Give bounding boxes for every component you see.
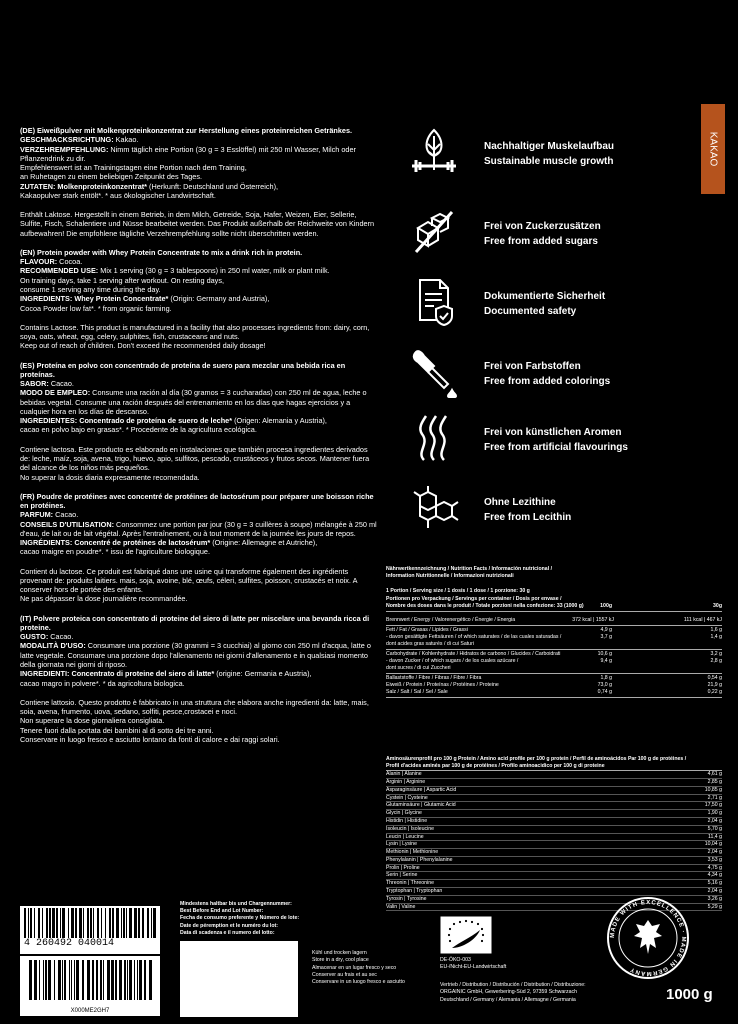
section-de xyxy=(20,126,378,238)
section-it xyxy=(20,614,378,744)
dropper-icon xyxy=(408,346,460,398)
en-allergen2: Keep out of reach of children. Don't exceed the recommended daily dosage! xyxy=(20,341,266,351)
feature-muscle-de: Nachhaltiger Muskelaufbau xyxy=(484,141,615,152)
amino-value: 2,04 g xyxy=(707,888,722,895)
fnsku-text: X000ME2GH7 xyxy=(70,1008,110,1014)
de-ing-line2: Kakaopulver stark entölt*. * aus ökologischer Landwirtschaft. xyxy=(20,190,216,200)
feature-colorings-en: Free from added colorings xyxy=(484,375,611,387)
best-before-line: Best Before End and Lot Number: xyxy=(180,908,264,915)
amino-label: Isoleucin | Isoleucine xyxy=(386,825,435,832)
fr-flavour-label: PARFUM: xyxy=(20,510,54,520)
it-heading: (IT) Polvere proteica con concentrato di proteine del siero di latte per miscelare una bevanda ricca di proteine. xyxy=(20,613,370,632)
storage-line: Store in a dry, cool place xyxy=(312,957,369,964)
en-use-label: RECOMMENDED USE: xyxy=(20,266,99,276)
feature-safety-en: Documented safety xyxy=(484,305,577,317)
feature-aromas-en: Free from artificial flavourings xyxy=(484,441,628,453)
section-es xyxy=(20,361,378,482)
it-use-label: MODALITÀ D'USO: xyxy=(20,641,86,651)
fr-allergen2: Ne pas dépasser la dose journalière recommandée. xyxy=(20,594,188,604)
row-v1: 3,7 g xyxy=(600,633,612,640)
amino-row xyxy=(386,880,722,888)
aroma-waves-icon xyxy=(408,412,460,464)
storage-instructions xyxy=(312,950,432,986)
col-100g: 100g xyxy=(600,602,612,609)
made-in-germany-seal-icon xyxy=(606,896,690,980)
row-v2: 3,2 g xyxy=(710,650,722,657)
eco-control-text xyxy=(440,957,506,971)
feature-lecithin-de: Ohne Lezithine xyxy=(484,497,556,508)
feature-safety xyxy=(400,276,700,336)
es-flavour-label: SABOR: xyxy=(20,379,49,389)
amino-row xyxy=(386,771,722,779)
amino-label: Phenylalanin | Phenylalanine xyxy=(386,856,453,863)
col-30g: 30g xyxy=(713,602,722,609)
amino-row xyxy=(386,779,722,787)
feature-colorings-de: Frei von Farbstoffen xyxy=(484,361,581,372)
row-v2: 1,4 g xyxy=(710,633,722,640)
amino-value: 3,53 g xyxy=(707,856,722,863)
amino-value: 5,16 g xyxy=(707,880,722,887)
amino-label: Glutaminsäure | Glutamic Acid xyxy=(386,802,456,809)
row-v1: 73,0 g xyxy=(597,681,612,688)
distributor-line: Vertrieb / Distribution / Distribución / Distribution / Distribuzione: xyxy=(440,982,586,988)
table-row xyxy=(386,682,722,689)
amino-label: Tryptophan | Tryptophan xyxy=(386,888,443,895)
it-allergen2: Non superare la dose giornaliera consigliata. xyxy=(20,716,165,726)
row-label: - davon gesättigte Fettsäuren / of which saturates / de las cuales saturadas / xyxy=(386,633,562,640)
feature-aromas-de: Frei von künstlichen Aromen xyxy=(484,427,622,438)
amino-row xyxy=(386,849,722,857)
amino-value: 17,50 g xyxy=(704,802,722,809)
amino-row xyxy=(386,888,722,896)
amino-value: 5,70 g xyxy=(707,825,722,832)
de-ing-value: (Herkunft: Deutschland und Österreich), xyxy=(147,181,279,191)
amino-label: Leucin | Leucine xyxy=(386,833,424,840)
barcode-number-text: 4 260492 040014 xyxy=(24,938,115,949)
fr-flavour-value: Cacao. xyxy=(53,510,79,520)
storage-line: Conservare in un luogo fresco e asciutto xyxy=(312,979,405,986)
flavour-tab xyxy=(701,104,725,194)
row-label: - davon Zucker / of which sugars / de los cuales azúcare / xyxy=(386,657,519,664)
amino-value: 11,4 g xyxy=(707,833,722,840)
amino-label: Lysin | Lysine xyxy=(386,841,417,848)
nutrition-title-1: Nährwertkennzeichnung / Nutrition Facts / Información nutricional / xyxy=(386,566,553,572)
it-allergen: Contiene lattosio. Questo prodotto è fabbricato in una struttura che elabora anche ingredienti da: latte, mais, soia, avena, frumento, uova, sedano, solfiti, pesce,crostacei e noci. xyxy=(20,697,369,717)
table-row xyxy=(386,665,722,672)
row-label: Ballaststoffe / Fibre / Fibras / Fibre / Fibra xyxy=(386,674,482,681)
en-flavour-value: Cocoa. xyxy=(57,257,83,267)
table-row xyxy=(386,617,722,624)
servings-per-container-1: Portionen pro Verpackung / Servings per container / Dosis por envase / xyxy=(386,595,562,602)
eco-origin: EU-/Nicht-EU-Landwirtschaft xyxy=(440,964,507,971)
amino-value: 2,85 g xyxy=(707,778,722,785)
distributor-line: Deutschland / Germany / Alemania / Allemagne / Germania xyxy=(440,996,576,1003)
amino-label: Prolin | Proline xyxy=(386,864,420,871)
it-flavour-label: GUSTO: xyxy=(20,632,49,642)
amino-label: Arginin | Arginine xyxy=(386,778,426,785)
best-before-block xyxy=(180,901,380,937)
amino-label: Glycin | Glycine xyxy=(386,810,422,817)
en-use-line2: On training days, take 1 serving after workout. On resting days, xyxy=(20,275,225,285)
amino-label: Histidin | Histidine xyxy=(386,817,428,824)
serving-size: 1 Portion / Serving size / 1 dosis / 1 dose / 1 porzione: 30 g xyxy=(386,588,530,595)
amino-row xyxy=(386,802,722,810)
servings-per-container-2: Nombre des doses dans le produit / Totale porzioni nella confezione: 33 (1000 g) xyxy=(386,602,584,609)
es-allergen2: No superar la dosis diaria expresamente recomendada. xyxy=(20,472,200,482)
table-row xyxy=(386,627,722,634)
amino-title-1: Aminosäurenprofil pro 100 g Protein / Amino acid profile per 100 g protein / Perfil de aminoácidos Par 100 g de protéines / xyxy=(386,756,687,762)
fr-heading: (FR) Poudre de protéines avec concentré de protéines de lactosérum pour préparer une boisson riche en protéines. xyxy=(20,491,374,511)
row-v1: 10,6 g xyxy=(597,650,612,657)
de-allergen: Enthält Laktose. Hergestellt in einem Betrieb, in dem Milch, Getreide, Soja, Hafer, Weizen, Eier, Sellerie, Sulfite, Fisch, Schalentiere und Nüsse bearbeitet werden. Das Produkt außerhalb der Reichweite von Kindern aufbewahren! Die empfohlene tägliche Verzehrempfehlung sollte nicht überschritten werden. xyxy=(20,210,375,238)
es-heading: (ES) Proteína en polvo con concentrado de proteína de suero para mezclar una bebida rica en proteínas. xyxy=(20,360,346,379)
eu-organic-logo xyxy=(440,916,492,954)
amino-value: 2,04 g xyxy=(707,849,722,856)
row-label: Carbohydrate / Kohlenhydrate / Hidratos de carbono / Glucides / Carboidrati xyxy=(386,650,561,657)
row-v2: 1,6 g xyxy=(710,626,722,633)
feature-sugar-en: Free from added sugars xyxy=(484,235,598,247)
row-label: Fett / Fat / Grasas / Lipides / Grassi xyxy=(386,626,468,633)
flavour-tab-label: KAKAO xyxy=(707,131,719,167)
feature-lecithin xyxy=(400,482,700,542)
amino-title-2: Profil d'acides aminés par 100 g de protéines / Profilo aminoacidico per 100 g di proteine xyxy=(386,763,722,771)
en-use-line3: consume 1 serving any time during the day. xyxy=(20,284,161,294)
amino-value: 2,04 g xyxy=(707,817,722,824)
net-weight: 1000 g xyxy=(666,986,713,1003)
it-flavour-value: Cacao. xyxy=(48,632,74,642)
en-ing-line2: Cocoa Powder low fat*. * from organic farming. xyxy=(20,303,172,313)
es-use-label: MODO DE EMPLEO: xyxy=(20,388,91,398)
nutrition-table xyxy=(386,566,722,699)
row-label: dont acides gras saturés / di cui Saturi xyxy=(386,640,474,647)
section-fr xyxy=(20,492,378,604)
fnsku-label xyxy=(20,956,160,1016)
distributor-line: ORGAINIC GmbH, Gewerbering-Süd 2, 97359 Schwarzach xyxy=(440,989,577,996)
en-ing-label: INGREDIENTS: Whey Protein Concentrate* xyxy=(20,294,169,304)
amino-rows xyxy=(386,771,722,911)
amino-value: 5,29 g xyxy=(707,903,722,910)
amino-value: 3,26 g xyxy=(707,895,722,902)
amino-row xyxy=(386,818,722,826)
feature-muscle xyxy=(400,126,700,186)
amino-row xyxy=(386,865,722,873)
de-use-value: Nimm täglich eine Portion (30 g = 3 Esslöffel) mit 250 ml Wasser, Milch oder Pflanzendrink zu dir. xyxy=(20,144,356,163)
amino-value: 4,34 g xyxy=(707,872,722,879)
table-row xyxy=(386,651,722,658)
row-v1: 1,8 g xyxy=(600,674,612,681)
amino-row xyxy=(386,857,722,865)
row-v2: 111 kcal | 467 kJ xyxy=(683,616,722,623)
feature-aromas xyxy=(400,412,700,472)
amino-value: 10,85 g xyxy=(704,786,722,793)
nutrition-header-row xyxy=(386,603,722,610)
amino-row xyxy=(386,841,722,849)
es-flavour-value: Cacao. xyxy=(48,379,74,389)
row-v1: 9,4 g xyxy=(600,657,612,664)
feature-colorings xyxy=(400,346,700,406)
amino-value: 2,71 g xyxy=(707,794,722,801)
table-row xyxy=(386,675,722,682)
fr-ing-line2: cacao maigre en poudre*. * issu de l'agriculture biologique. xyxy=(20,547,211,557)
row-v1: 4,9 g xyxy=(600,626,612,633)
best-before-line: Date de péremption et le numéro du lot: xyxy=(180,922,278,929)
row-label: Salz / Salt / Sal / Sel / Sale xyxy=(386,688,448,695)
amino-row xyxy=(386,872,722,880)
distributor-block xyxy=(440,982,660,1004)
row-v1: 372 kcal | 1557 kJ xyxy=(572,616,614,623)
amino-label: Tyrosin | Tyrosine xyxy=(386,895,427,902)
feature-safety-de: Dokumentierte Sicherheit xyxy=(484,291,606,302)
fr-ing-value: (Origine: Allemagne et Autriche), xyxy=(210,538,318,548)
de-use-line2: Empfehlenswert ist an Trainingstagen eine Portion nach dem Training, xyxy=(20,163,247,173)
row-v2: 0,22 g xyxy=(707,688,722,695)
de-flavour-label: GESCHMACKSRICHTUNG: xyxy=(20,135,114,145)
amino-label: Threonin | Threonine xyxy=(386,880,434,887)
en-use-value: Mix 1 serving (30 g = 3 tablespoons) in 250 ml water, milk or plant milk. xyxy=(98,266,330,276)
amino-label: Cystein | Cysteine xyxy=(386,794,428,801)
row-label: Brennwert / Energy / Valorenergético / Énergie / Energia xyxy=(386,616,516,623)
table-row xyxy=(386,634,722,641)
feature-sugar-de: Frei von Zuckerzusätzen xyxy=(484,221,601,232)
amino-value: 4,75 g xyxy=(707,864,722,871)
de-use-line3: an Ruhetagen zu einem beliebigen Zeitpunkt des Tages. xyxy=(20,172,203,182)
it-allergen4: Conservare in luogo fresco e asciutto lontano da fonti di calore e dai raggi solari. xyxy=(20,734,280,744)
table-row xyxy=(386,641,722,648)
best-before-line: Data di scadenza e il numero del lotto: xyxy=(180,929,275,936)
fnsku-barcode-bars xyxy=(25,960,155,1000)
amino-value: 4,61 g xyxy=(707,771,722,778)
best-before-line: Mindestens haltbar bis und Chargennummer: xyxy=(180,901,292,907)
document-shield-icon xyxy=(408,276,460,328)
table-row xyxy=(386,658,722,665)
storage-line: Almacenar en un lugar fresco y seco xyxy=(312,964,397,971)
section-en xyxy=(20,248,378,351)
amino-label: Alanin | Alanine xyxy=(386,771,422,778)
table-row xyxy=(386,689,722,696)
storage-line: Conserver au frais et au sec xyxy=(312,971,377,978)
amino-label: Asparaginsäure | Aspartic Acid xyxy=(386,786,457,793)
feature-muscle-en: Sustainable muscle growth xyxy=(484,155,614,167)
amino-row xyxy=(386,787,722,795)
es-ing-line2: cacao en polvo bajo en grasas*. * Procedente de la agricultura ecológica. xyxy=(20,425,257,435)
fr-allergen: Contient du lactose. Ce produit est fabriqué dans une usine qui transforme également des ingrédients provenant de: produits laitiers. mais, soja, avoine, blé, œufs, céleri, sulfites, poisson, crustacés et noix. A conserver hors de portée des enfants. xyxy=(20,566,358,595)
row-v2: 0,54 g xyxy=(707,674,722,681)
es-ing-value: (Origen: Alemania y Austria), xyxy=(232,416,327,426)
barcode-bars xyxy=(20,908,160,940)
de-ing-label: ZUTATEN: Molkenproteinkonzentrat* xyxy=(20,181,148,191)
storage-line: Kühl und trocken lagern xyxy=(312,950,367,956)
es-ing-label: INGREDIENTES: Concentrado de proteína de suero de leche* xyxy=(20,416,233,426)
fr-use-value: Consommez une portion par jour (30 g = 3 cuillères à soupe) mélangée à 250 ml d'eau, de lait ou de lait végétal. Après l'entraînement, ou à tout moment de la journée les jours de repos. xyxy=(20,519,377,538)
en-flavour-label: FLAVOUR: xyxy=(20,257,58,267)
de-use-label: VERZEHREMPFEHLUNG: xyxy=(20,144,109,154)
seal-text: MADE WITH EXCELLENCE · MADE IN GERMANY xyxy=(609,899,687,977)
it-allergen3: Tenere fuori dalla portata dei bambini al di sotto dei tre anni. xyxy=(20,725,214,735)
row-label: Eiweiß / Protein / Proteínas / Protéines / Proteine xyxy=(386,681,499,688)
de-heading: (DE) Eiweißpulver mit Molkenproteinkonzentrat zur Herstellung eines proteinreichen Getränkes. xyxy=(20,126,353,135)
lot-print-area xyxy=(180,941,298,1017)
amino-row xyxy=(386,826,722,834)
label-text-column xyxy=(20,126,378,754)
tree-dumbbell-icon xyxy=(408,126,460,178)
it-use-value: Consumare una porzione (30 grammi = 3 cucchiai) al giorno con 250 ml d'acqua, latte o latte vegetale. Consumare una porzione dopo l'allenamento nei giorni d'allenamento e in qualsiasi momento della giornata nei giorni di riposo. xyxy=(20,641,371,670)
en-ing-value: (Origin: Germany and Austria), xyxy=(168,294,270,304)
amino-acid-table xyxy=(386,756,722,911)
amino-row xyxy=(386,834,722,842)
nutrition-title-2: Information Nutritionnelle / Informazioni nutrizionali xyxy=(386,573,514,580)
amino-label: Valin | Valine xyxy=(386,903,416,910)
es-allergen: Contiene lactosa. Este producto es elaborado en instalaciones que también procesa ingredientes derivados de: leche, maíz, soja, avena, trigo, huevo, apio, sulfitos, pescado, crustáceos y frutos secos. Mantener fuera del alcance de los niños más pequeños. xyxy=(20,444,370,473)
eu-leaf-icon xyxy=(440,916,492,954)
best-before-line: Fecha de consumo preferente y Número de lote: xyxy=(180,915,300,922)
row-v1: 0,74 g xyxy=(597,688,612,695)
it-ing-value: (origine: Germania e Austria), xyxy=(214,669,312,679)
fr-use-label: CONSEILS D'UTILISATION: xyxy=(20,519,115,529)
en-allergen: Contains Lactose. This product is manufactured in a facility that also processes ingredients from: dairy, corn, soya, oats, wheat, egg, celery, sulphites, fish, crustaceans and nuts. xyxy=(20,322,370,342)
it-ing-line2: cacao magro in polvere*. * da agricoltura biologica. xyxy=(20,678,185,688)
amino-value: 10,04 g xyxy=(704,841,722,848)
amino-label: Methionin | Methionine xyxy=(386,849,439,856)
de-flavour-value: Kakao. xyxy=(113,135,139,145)
row-v2: 21,9 g xyxy=(707,681,722,688)
eco-code: DE-ÖKO-003 xyxy=(440,957,471,963)
it-ing-label: INGREDIENTI: Concentrato di proteine del siero di latte* xyxy=(20,669,215,679)
molecule-icon xyxy=(408,482,460,534)
barcode-number xyxy=(20,938,160,952)
amino-row xyxy=(386,795,722,803)
row-v2: 2,8 g xyxy=(710,657,722,664)
amino-value: 1,90 g xyxy=(707,810,722,817)
no-sugar-cubes-icon xyxy=(408,206,460,258)
es-use-value: Consume una ración al día (30 gramos = 3 cucharadas) con 250 ml de agua, leche o bebidas vegetal. Consume una ración después del entrenamiento en los días que hagas ejercicios y a cualquier hora en los días de descanso. xyxy=(20,388,367,416)
amino-row xyxy=(386,810,722,818)
feature-lecithin-en: Free from Lecithin xyxy=(484,511,572,523)
fr-ing-label: INGRÉDIENTS: Concentré de protéines de lactosérum* xyxy=(20,538,211,548)
feature-sugar xyxy=(400,206,700,266)
en-heading: (EN) Protein powder with Whey Protein Concentrate to mix a drink rich in protein. xyxy=(20,247,303,257)
row-label: dont sucres / di cui Zuccheri xyxy=(386,664,451,671)
amino-label: Serin | Serine xyxy=(386,872,418,879)
